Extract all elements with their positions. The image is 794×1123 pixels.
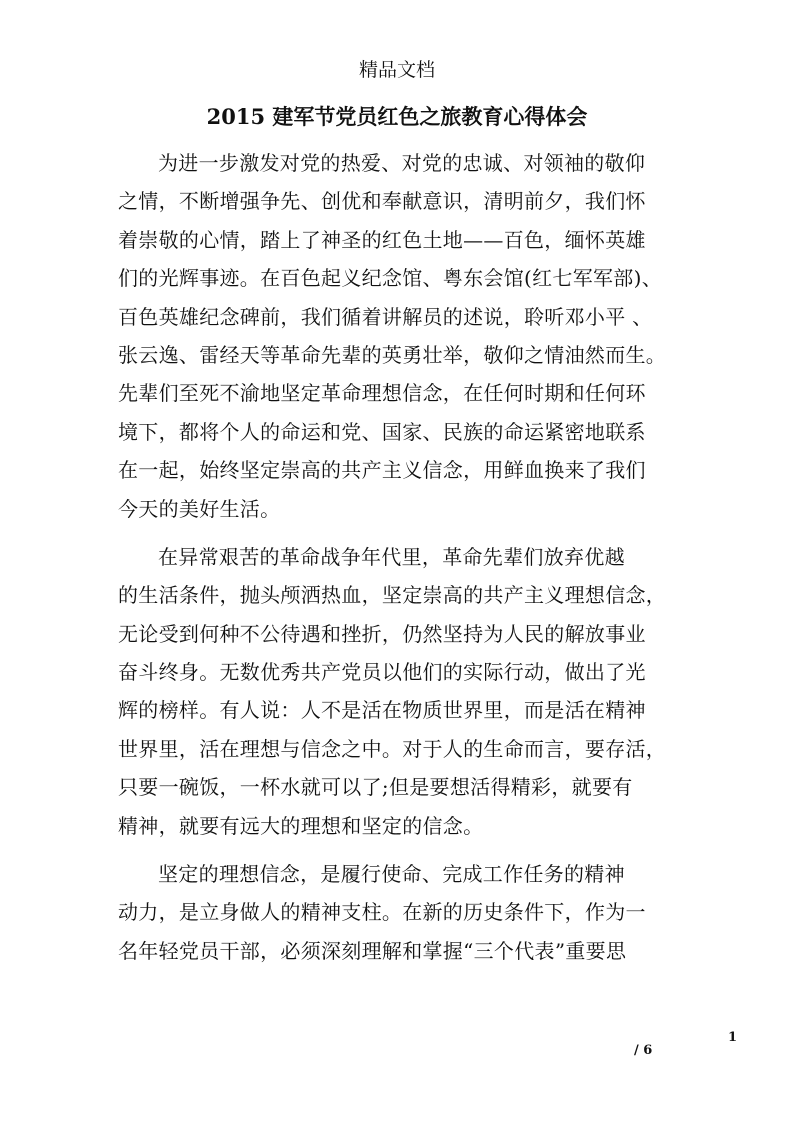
- paragraph-line: 先辈们至死不渝地坚定革命理想信念，在任何时期和任何环: [118, 381, 646, 406]
- document-title: 2015 建军节党员红色之旅教育心得体会: [206, 104, 588, 129]
- paragraph-line: 动力，是立身做人的精神支柱。在新的历史条件下，作为一: [118, 900, 646, 925]
- paragraph-line: 在一起，始终坚定崇高的共产主义信念，用鲜血换来了我们: [118, 458, 646, 483]
- paragraph-line: 为进一步激发对党的热爱、对党的忠诚、对领袖的敬仰: [158, 151, 646, 175]
- paragraph-line: 名年轻党员干部，必须深刻理解和掌握“三个代表”重要思: [118, 938, 627, 963]
- paragraph-line: 只要一碗饭，一杯水就可以了;但是要想活得精彩，就要有: [118, 775, 633, 800]
- document-body: [118, 144, 708, 970]
- paragraph-gap: [118, 528, 708, 538]
- page-number: 1: [728, 1030, 738, 1045]
- document-header: 精品文档: [358, 59, 435, 81]
- paragraph-line: 着崇敬的心情，踏上了神圣的红色土地——百色，缅怀英雄: [118, 227, 646, 252]
- paragraph-line: 之情，不断增强争先、创优和奉献意识，清明前夕，我们怀: [118, 189, 646, 214]
- paragraph-3: [118, 855, 708, 970]
- paragraph-line: 百色英雄纪念碑前，我们循着讲解员的述说，聆听邓小平 、: [118, 304, 653, 329]
- paragraph-line: 的生活条件，抛头颅洒热血，坚定崇高的共产主义理想信念，: [118, 583, 667, 608]
- paragraph-line: 境下，都将个人的命运和党、国家、民族的命运紧密地联系: [118, 419, 646, 444]
- paragraph-line: 坚定的理想信念，是履行使命、完成工作任务的精神: [158, 862, 625, 887]
- paragraph-line: 奋斗终身。无数优秀共产党员以他们的实际行动，做出了光: [118, 660, 646, 685]
- paragraph-line: 们的光辉事迹。在百色起义纪念馆、粤东会馆(红七军军部)、: [118, 266, 663, 291]
- paragraph-line: 世界里，活在理想与信念之中。对于人的生命而言，要存活，: [118, 736, 667, 761]
- page-total: / 6: [634, 1043, 653, 1058]
- paragraph-line: 精神，就要有远大的理想和坚定的信念。: [118, 813, 484, 838]
- paragraph-line: 张云逸、雷经天等革命先辈的英勇壮举，敬仰之情油然而生。: [118, 342, 667, 367]
- paragraph-line: 今天的美好生活。: [118, 496, 281, 521]
- paragraph-1: [118, 144, 708, 528]
- paragraph-2: [118, 538, 708, 845]
- paragraph-line: 在异常艰苦的革命战争年代里，革命先辈们放弃优越: [158, 544, 625, 569]
- paragraph-line: 无论受到何种不公待遇和挫折，仍然坚持为人民的解放事业: [118, 621, 646, 646]
- paragraph-line: 辉的榜样。有人说：人不是活在物质世界里，而是活在精神: [118, 698, 646, 723]
- paragraph-gap: [118, 845, 708, 855]
